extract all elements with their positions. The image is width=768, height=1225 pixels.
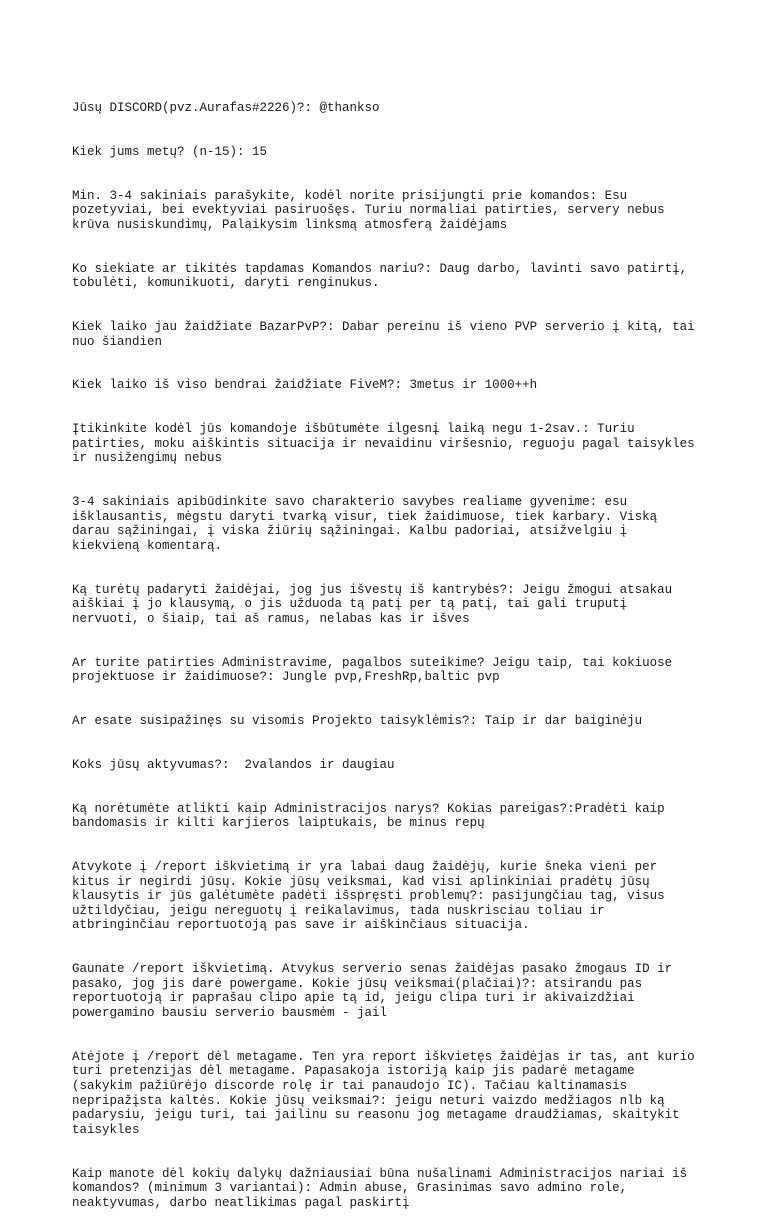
answer-report-crowd: Atvykote į /report iškvietimą ir yra labai daug žaidėjų, kurie šneka vieni per kitus ir negirdi jūsų. Kokie jūsų veiksmai, kad visi aplinkiniai pradėtų jūsų klausytis ir jūs galėtumėte padėti išspręsti problemų?: pasijungčiau tag, visus užtildyčiau, jeigu nereguotų į reikalavimus, tada nuskrisciau toliau ir atbringinčiau reportuotoją pas save ir aiškinčiaus situacija. [72, 860, 673, 933]
answer-discord: Jūsų DISCORD(pvz.Aurafas#2226)?: @thankso [72, 101, 380, 116]
answer-experience: Ar turite patirties Administravime, pagalbos suteikime? Jeigu taip, tai kokiuose projektuose ir žaidimuose?: Jungle pvp,FreshRp,baltic pvp [72, 655, 680, 685]
answer-report-metagame: Atėjote į /report dėl metagame. Ten yra report iškvietęs žaidėjas ir tas, ant kurio turi pretenzijas dėl metagame. Papasakoja istoriją kaip jis padarė metagame (sakykim pažiūrėjo discorde rolę ir tai panaudojo IC). Tačiau kaltinamasis nepripažįsta kaltės. Kokie jūsų veiksmai?: jeigu neturi vaizdo medžiagos nlb ką padarysiu, jeigu turi, tai jailinu su reasonu jog metagame draudžiamas, skaitykit taisykles [72, 1049, 703, 1137]
answer-age: Kiek jums metų? (n-15): 15 [72, 144, 268, 159]
answer-activity: Koks jūsų aktyvumas?: 2valandos ir daugiau [72, 757, 395, 772]
answer-rules: Ar esate susipažinęs su visomis Projekto taisyklėmis?: Taip ir dar baiginėju [72, 714, 643, 729]
answer-motivation: Min. 3-4 sakiniais parašykite, kodėl norite prisijungti prie komandos: Esu pozetyviai, bei evektyviai pasiruošęs. Turiu normaliai patirties, servery nebus krūva nusiskundimų, Palaikysim linksmą atmosferą žaidėjams [72, 188, 673, 232]
answer-retention: Įtikinkite kodėl jūs komandoje išbūtumėte ilgesnį laiką negu 1-2sav.: Turiu patirties, moku aiškintis situacija ir nevaidinu viršesnio, reguoju pagal taisykles ir nusižengimų nebus [72, 422, 703, 466]
answer-duties: Ką norėtumėte atlikti kaip Administracijos narys? Kokias pareigas?:Pradėti kaip bandomasis ir kilti karjieros laiptukais, be minus repų [72, 801, 673, 831]
answer-fivem-time: Kiek laiko iš viso bendrai žaidžiate FiveM?: 3metus ir 1000++h [72, 378, 538, 393]
answer-removal-reasons: Kaip manote dėl kokių dalykų dažniausiai būna nušalinami Administracijos nariai iš komandos? (minimum 3 variantai): Admin abuse, Grasinimas savo admino role, neaktyvumas, darbo neatlikimas pagal paskirtį [72, 1166, 695, 1210]
document-body [72, 72, 702, 1225]
answer-goals: Ko siekiate ar tikitės tapdamas Komandos nariu?: Daug darbo, lavinti savo patirtį, tobulėti, komunikuoti, daryti renginukus. [72, 261, 695, 291]
answer-bazarpvp-time: Kiek laiko jau žaidžiate BazarPvP?: Dabar pereinu iš vieno PVP serverio į kitą, tai nuo šiandien [72, 320, 703, 349]
answer-report-powergame: Gaunate /report iškvietimą. Atvykus serverio senas žaidėjas pasako žmogaus ID ir pasako, jog jis darė powergame. Kokie jūsų veiksmai(plačiai)?: atsirandu pas reportuotoją ir paprašau clipo apie tą id, jeigu clipa turi ir akivaizdžiai powergamino bausiu serverio bausmėm - jail [72, 962, 680, 1020]
answer-patience: Ką turėtų padaryti žaidėjai, jog jus išvestų iš kantrybės?: Jeigu žmogui atsakau aiškiai į jo klausymą, o jis užduoda tą patį per tą patį, tai gali truputį nervuoti, o šiaip, tai aš ramus, nelabas kas ir išves [72, 582, 680, 626]
answer-character: 3-4 sakiniais apibūdinkite savo charakterio savybes realiame gyvenime: esu išklausantis, mėgstu daryti tvarką visur, tiek žaidimuose, tiek karbary. Viską darau sąžiningai, į viska žiūrių sąžiningai. Kalbu padoriai, atsižvelgiu į kiekvieną komentarą. [72, 495, 665, 553]
